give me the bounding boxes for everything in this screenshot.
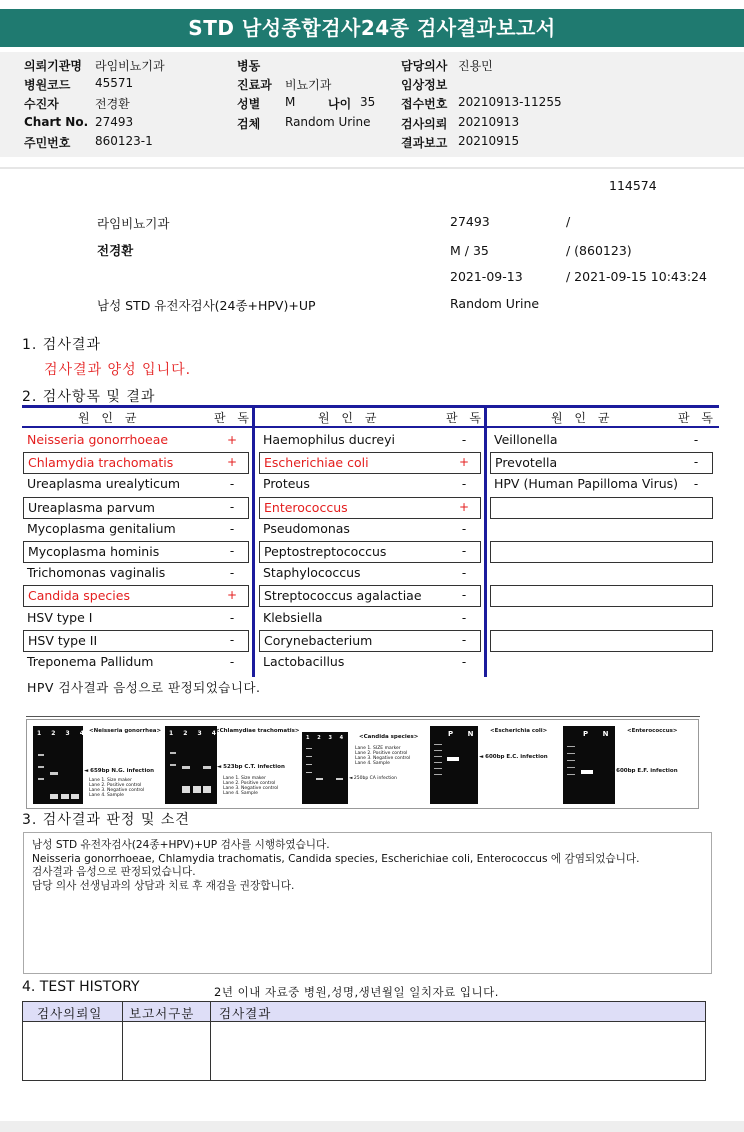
clinical-label: 임상정보 [401,78,448,92]
result-value: - [461,433,467,447]
organism-name: Klebsiella [263,609,323,625]
header-info [0,52,744,157]
gel-lanes: 1 2 3 4 [306,735,347,741]
patient-birth: / (860123) [566,243,632,258]
specimen-label: 검체 [237,117,261,131]
result-value: - [461,610,467,625]
result-row [490,585,713,607]
ward-label: 병동 [237,59,261,73]
result-value: - [461,544,467,558]
history-head-type: 보고서구분 [129,1006,195,1021]
result-value: - [693,455,699,470]
dept-label: 진료과 [237,78,272,92]
result-value: - [229,544,235,558]
report-value: 20210915 [458,134,520,148]
gel-panel-ca [302,732,348,804]
request-value: 20210913 [458,115,520,129]
gel-lanes: P N [583,730,615,738]
table-top-line [22,405,719,408]
result-row [490,430,713,452]
gel-legend-line: Lane 2. Positive control [355,751,408,756]
gel-lanes: P N [448,730,480,738]
result-row [490,497,713,519]
opinion-line: Neisseria gonorrhoeae, Chlamydia trachomatis, Candida species, Escherichiae coli, Enterococcus 에 감염되었습니다. [32,852,640,865]
result-value: - [229,521,235,536]
result-row [259,585,481,607]
result-row [259,474,481,496]
gel-panel-ng [33,726,88,804]
result-row [490,474,713,496]
doctor-label: 담당의사 [401,59,448,73]
gel-panel-ef [563,726,615,804]
result-value: - [229,632,235,647]
organism-name: Proteus [263,476,310,492]
section3-title: 3. 검사결과 판정 및 소견 [22,812,190,828]
patient-chart: 27493 [450,214,490,229]
result-row [259,630,481,652]
result-value: - [461,655,467,669]
gel-lanes: 1 2 3 4 [169,730,220,737]
gel-top-line [26,716,700,717]
opinion-line: 남성 STD 유전자검사(24종+HPV)+UP 검사를 시행하였습니다. [32,839,330,851]
age-label: 나이 [328,97,352,111]
section1-title: 1. 검사결과 [22,337,101,353]
result-row [259,497,481,519]
gel-legend-ng [89,778,144,798]
result-row [259,608,481,630]
result-value: - [461,521,467,536]
gel-band-ec: ◄ 600bp E.C. infection [479,754,548,760]
organism-name: Mycoplasma hominis [28,544,160,559]
result-row [23,474,249,496]
gel-images [26,719,699,809]
doctor-value: 진용민 [458,59,493,73]
result-row [259,519,481,541]
result-row [23,608,249,630]
gel-legend-line: Lane 1. Size maker [223,776,266,781]
patient-date1: 2021-09-13 [450,269,523,284]
gel-legend-line: Lane 4. Sample [223,791,258,796]
age-value: 35 [360,95,376,109]
organism-name: Chlamydia trachomatis [28,455,174,471]
result-value: + [226,433,238,447]
col2-head: 원 인 균 [318,411,381,425]
sex-value: M [285,95,296,109]
gel-legend-line: Lane 4. Sample [355,761,390,766]
organism-name: Ureaplasma urealyticum [27,476,181,492]
result-row [259,452,481,474]
result-value: + [458,455,470,470]
history-header [23,1002,705,1022]
organism-name: Pseudomonas [263,520,350,536]
organism-name: Corynebacterium [264,632,373,648]
gel-band-ef: ◄ 600bp E.F. infection [610,768,678,774]
history-col-divider [210,1002,211,1080]
col3-res-head: 판 독 [678,411,717,425]
table-head-line [22,426,719,428]
gel-legend-line: Lane 2. Positive control [89,783,142,788]
result-row [23,519,249,541]
history-table [22,1001,706,1081]
col1-res-head: 판 독 [214,411,253,425]
organism-name: Escherichiae coli [264,455,369,471]
gel-legend-line: Lane 1. SIZE marker [355,746,401,751]
gel-legend-line: Lane 3. Negative control [223,786,279,791]
col-divider-2 [484,405,487,677]
organism-name: Veillonella [494,432,558,447]
result-row [23,652,249,674]
organism-name: HSV type I [27,609,93,625]
organism-name: Haemophilus ducreyi [263,432,395,447]
result-value: + [226,455,238,470]
result-value: - [693,433,699,447]
organism-name: Mycoplasma genitalium [27,520,176,536]
hpv-note: HPV 검사결과 음성으로 판정되었습니다. [27,680,261,695]
col-divider-1 [252,405,255,677]
patient-name: 전경환 [97,243,134,258]
result-value: - [229,655,235,669]
result-row [23,430,249,452]
gel-legend-line: Lane 3. Negative control [355,756,411,761]
gel-lanes: 1 2 3 4 [37,730,88,737]
patient-slash: / [566,214,571,229]
col3-head: 원 인 균 [551,411,614,425]
divider [0,167,744,169]
dept-value: 비뇨기과 [285,78,332,92]
result-row [490,519,713,541]
result-row [490,452,713,474]
result-value: - [461,588,467,603]
gel-panel-ct [165,726,220,804]
hospital-label: 의뢰기관명 [24,59,82,73]
gel-title-ec: <Escherichia coli> [490,728,548,734]
gel-legend-ct [223,776,278,796]
result-value: - [229,499,235,514]
gel-title-ng: <Neisseria gonorrhea> [89,728,162,734]
sex-label: 성별 [237,97,261,111]
id-number: 114574 [609,178,657,193]
result-row [259,430,481,452]
organism-name: HSV type II [28,632,98,648]
organism-name: Peptostreptococcus [264,544,387,559]
result-row [23,563,249,585]
result-row [23,452,249,474]
gel-panel-ec [430,726,478,804]
section4-title: 4. TEST HISTORY [22,979,140,995]
organism-name: Neisseria gonorrhoeae [27,432,169,447]
gel-band-ct: ◄ 523bp C.T. infection [217,764,285,770]
result-value: - [229,566,235,581]
result-value: - [461,566,467,581]
col1-head: 원 인 균 [78,411,141,425]
result-row [23,541,249,563]
specimen-value: Random Urine [285,115,371,129]
gel-title-ca: <Candida species> [359,734,419,740]
hospital-code-value: 45571 [95,76,134,90]
gel-legend-line: Lane 2. Positive control [223,781,276,786]
gel-legend-line: Lane 3. Negative control [89,788,145,793]
organism-name: HPV (Human Papilloma Virus) [494,476,679,492]
result-row [23,585,249,607]
opinion-line: 담당 의사 선생님과의 상담과 치료 후 재검을 권장합니다. [32,879,295,892]
organism-name: Staphylococcus [263,565,361,581]
result-value: - [229,610,235,625]
request-label: 검사의뢰 [401,117,448,131]
result-value: + [458,499,470,514]
opinion-line: 검사결과 음성으로 판정되었습니다. [32,866,196,878]
report-label: 결과보고 [401,136,448,150]
result-summary: 검사결과 양성 입니다. [44,362,192,378]
opinion-box [23,832,712,974]
chart-no-label: Chart No. [24,115,89,129]
result-value: - [693,477,699,492]
gel-band-ca: ◄ 250bp CA infection [349,776,397,781]
result-row [259,563,481,585]
receiver-label: 수진자 [24,97,59,111]
history-note: 2년 이내 자료중 병원,성명,생년월일 일치자료 입니다. [214,985,499,999]
chart-no-value: 27493 [95,115,134,129]
result-row [490,563,713,585]
result-row [490,608,713,630]
gel-band-ng: ◄ 659bp N.G. infection [84,768,155,774]
hospital-code-label: 병원코드 [24,78,71,92]
receiver-value: 전경환 [95,97,130,111]
patient-test: 남성 STD 유전자검사(24종+HPV)+UP [97,298,316,313]
organism-name: Prevotella [495,455,558,471]
result-row [490,630,713,652]
patient-date2: / 2021-09-15 10:43:24 [566,269,707,284]
result-value: - [461,632,467,647]
footer-bar [0,1121,744,1132]
receipt-no-label: 접수번호 [401,97,448,111]
result-row [23,630,249,652]
result-row [490,652,713,674]
gel-title-ef: <Enterococcus> [627,728,678,734]
history-col-divider [122,1002,123,1080]
history-head-result: 검사결과 [219,1006,272,1021]
col2-res-head: 판 독 [446,411,485,425]
gel-legend-line: Lane 1. Size maker [89,778,132,783]
result-value: + [226,588,238,603]
organism-name: Trichomonas vaginalis [27,565,166,581]
patient-sexage: M / 35 [450,243,489,258]
result-row [490,541,713,563]
resident-no-value: 860123-1 [95,134,153,148]
result-row [23,497,249,519]
patient-hospital: 라임비뇨기과 [97,216,170,231]
result-value: - [229,477,235,492]
report-title: STD 남성종합검사24종 검사결과보고서 [0,9,744,47]
hospital-value: 라임비뇨기과 [95,59,165,73]
gel-legend-ca [355,746,410,766]
result-row [259,541,481,563]
gel-legend-line: Lane 4. Sample [89,793,124,798]
gel-title-ct: <Chlamydiae trachomatis> [215,728,300,734]
organism-name: Enterococcus [264,499,348,515]
result-row [259,652,481,674]
section2-title: 2. 검사항목 및 결과 [22,389,156,405]
organism-name: Candida species [28,588,130,604]
organism-name: Treponema Pallidum [27,654,154,669]
resident-no-label: 주민번호 [24,136,71,150]
organism-name: Streptococcus agalactiae [264,588,422,604]
history-head-date: 검사의뢰일 [37,1006,103,1021]
organism-name: Ureaplasma parvum [28,499,155,515]
result-value: - [461,477,467,492]
patient-specimen: Random Urine [450,296,540,311]
receipt-no-value: 20210913-11255 [458,95,562,109]
organism-name: Lactobacillus [263,654,345,669]
